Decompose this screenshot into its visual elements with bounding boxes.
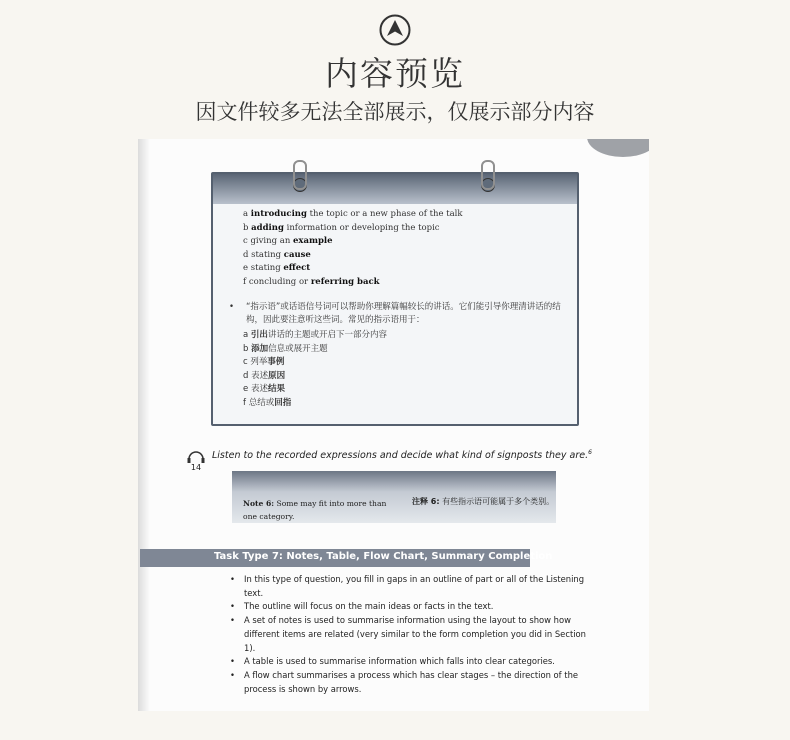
- list-item: • A set of notes is used to summarise information using the layout to show how different items are related (very similar to the form completion you did in Section 1).: [230, 614, 588, 655]
- list-item: c giving an example: [243, 236, 333, 247]
- card-top-band: [213, 174, 577, 204]
- list-item: e 表述结果: [243, 384, 285, 395]
- list-item: b adding information or developing the topic: [243, 222, 440, 233]
- page-corner-tab: [587, 139, 649, 157]
- list-item: e stating effect: [243, 263, 311, 274]
- signpost-list-en: [243, 208, 463, 290]
- list-item: • The outline will focus on the main ideas or facts in the text.: [230, 600, 588, 614]
- list-item: f 总结或回指: [243, 397, 292, 408]
- flip-card: [211, 172, 579, 426]
- list-item: • A flow chart summarises a process which has clear stages – the direction of the process is shown by arrows.: [230, 669, 588, 696]
- page-edge-shadow: [138, 139, 150, 711]
- listen-instruction: Listen to the recorded expressions and decide what kind of signposts they are.$^6$: [212, 449, 592, 462]
- list-item: a introducing the topic or a new phase of the talk: [243, 209, 463, 219]
- binder-ring-icon: [293, 160, 307, 190]
- document-page: [138, 139, 649, 711]
- page-title: 内容预览: [325, 54, 465, 93]
- list-item: • A table is used to summarise information which falls into clear categories.: [230, 655, 588, 669]
- task-heading-bar: [140, 549, 553, 567]
- binder-ring-icon: [481, 160, 495, 190]
- task-bullet-list: [230, 573, 588, 696]
- audio-track-number: 14: [190, 463, 202, 472]
- signpost-list-cn: [243, 329, 387, 411]
- page-subtitle: 因文件较多无法全部展示，仅展示部分内容: [195, 100, 595, 124]
- signpost-intro-cn: • “指示语”或话语信号词可以帮助你理解篇幅较长的讲话。它们能引导你理清讲话的结构，因此要注意听这些词。常见的指示语用于：: [229, 302, 561, 326]
- list-item: d 表述原因: [243, 370, 286, 381]
- list-item: • In this type of question, you fill in gaps in an outline of part or all of the Listening text.: [230, 573, 588, 600]
- task-title: Task Type 7: Notes, Table, Flow Chart, Summary Completion: [214, 551, 553, 562]
- list-item: c 列举事例: [243, 357, 285, 368]
- list-item: a 引出讲话的主题或开启下一部分内容: [243, 330, 387, 340]
- up-arrow-circle-icon: [379, 14, 411, 46]
- audio-track-icon: [185, 448, 207, 472]
- list-item: f concluding or referring back: [243, 276, 380, 287]
- list-item: d stating cause: [243, 249, 311, 260]
- note-box: [232, 471, 556, 523]
- note-cn: 注释 6: 有些指示语可能属于多个类别。: [412, 497, 555, 506]
- note-en: Note 6: Some may fit into more than one category.: [243, 499, 387, 521]
- list-item: b 添加信息或展开主题: [243, 343, 328, 354]
